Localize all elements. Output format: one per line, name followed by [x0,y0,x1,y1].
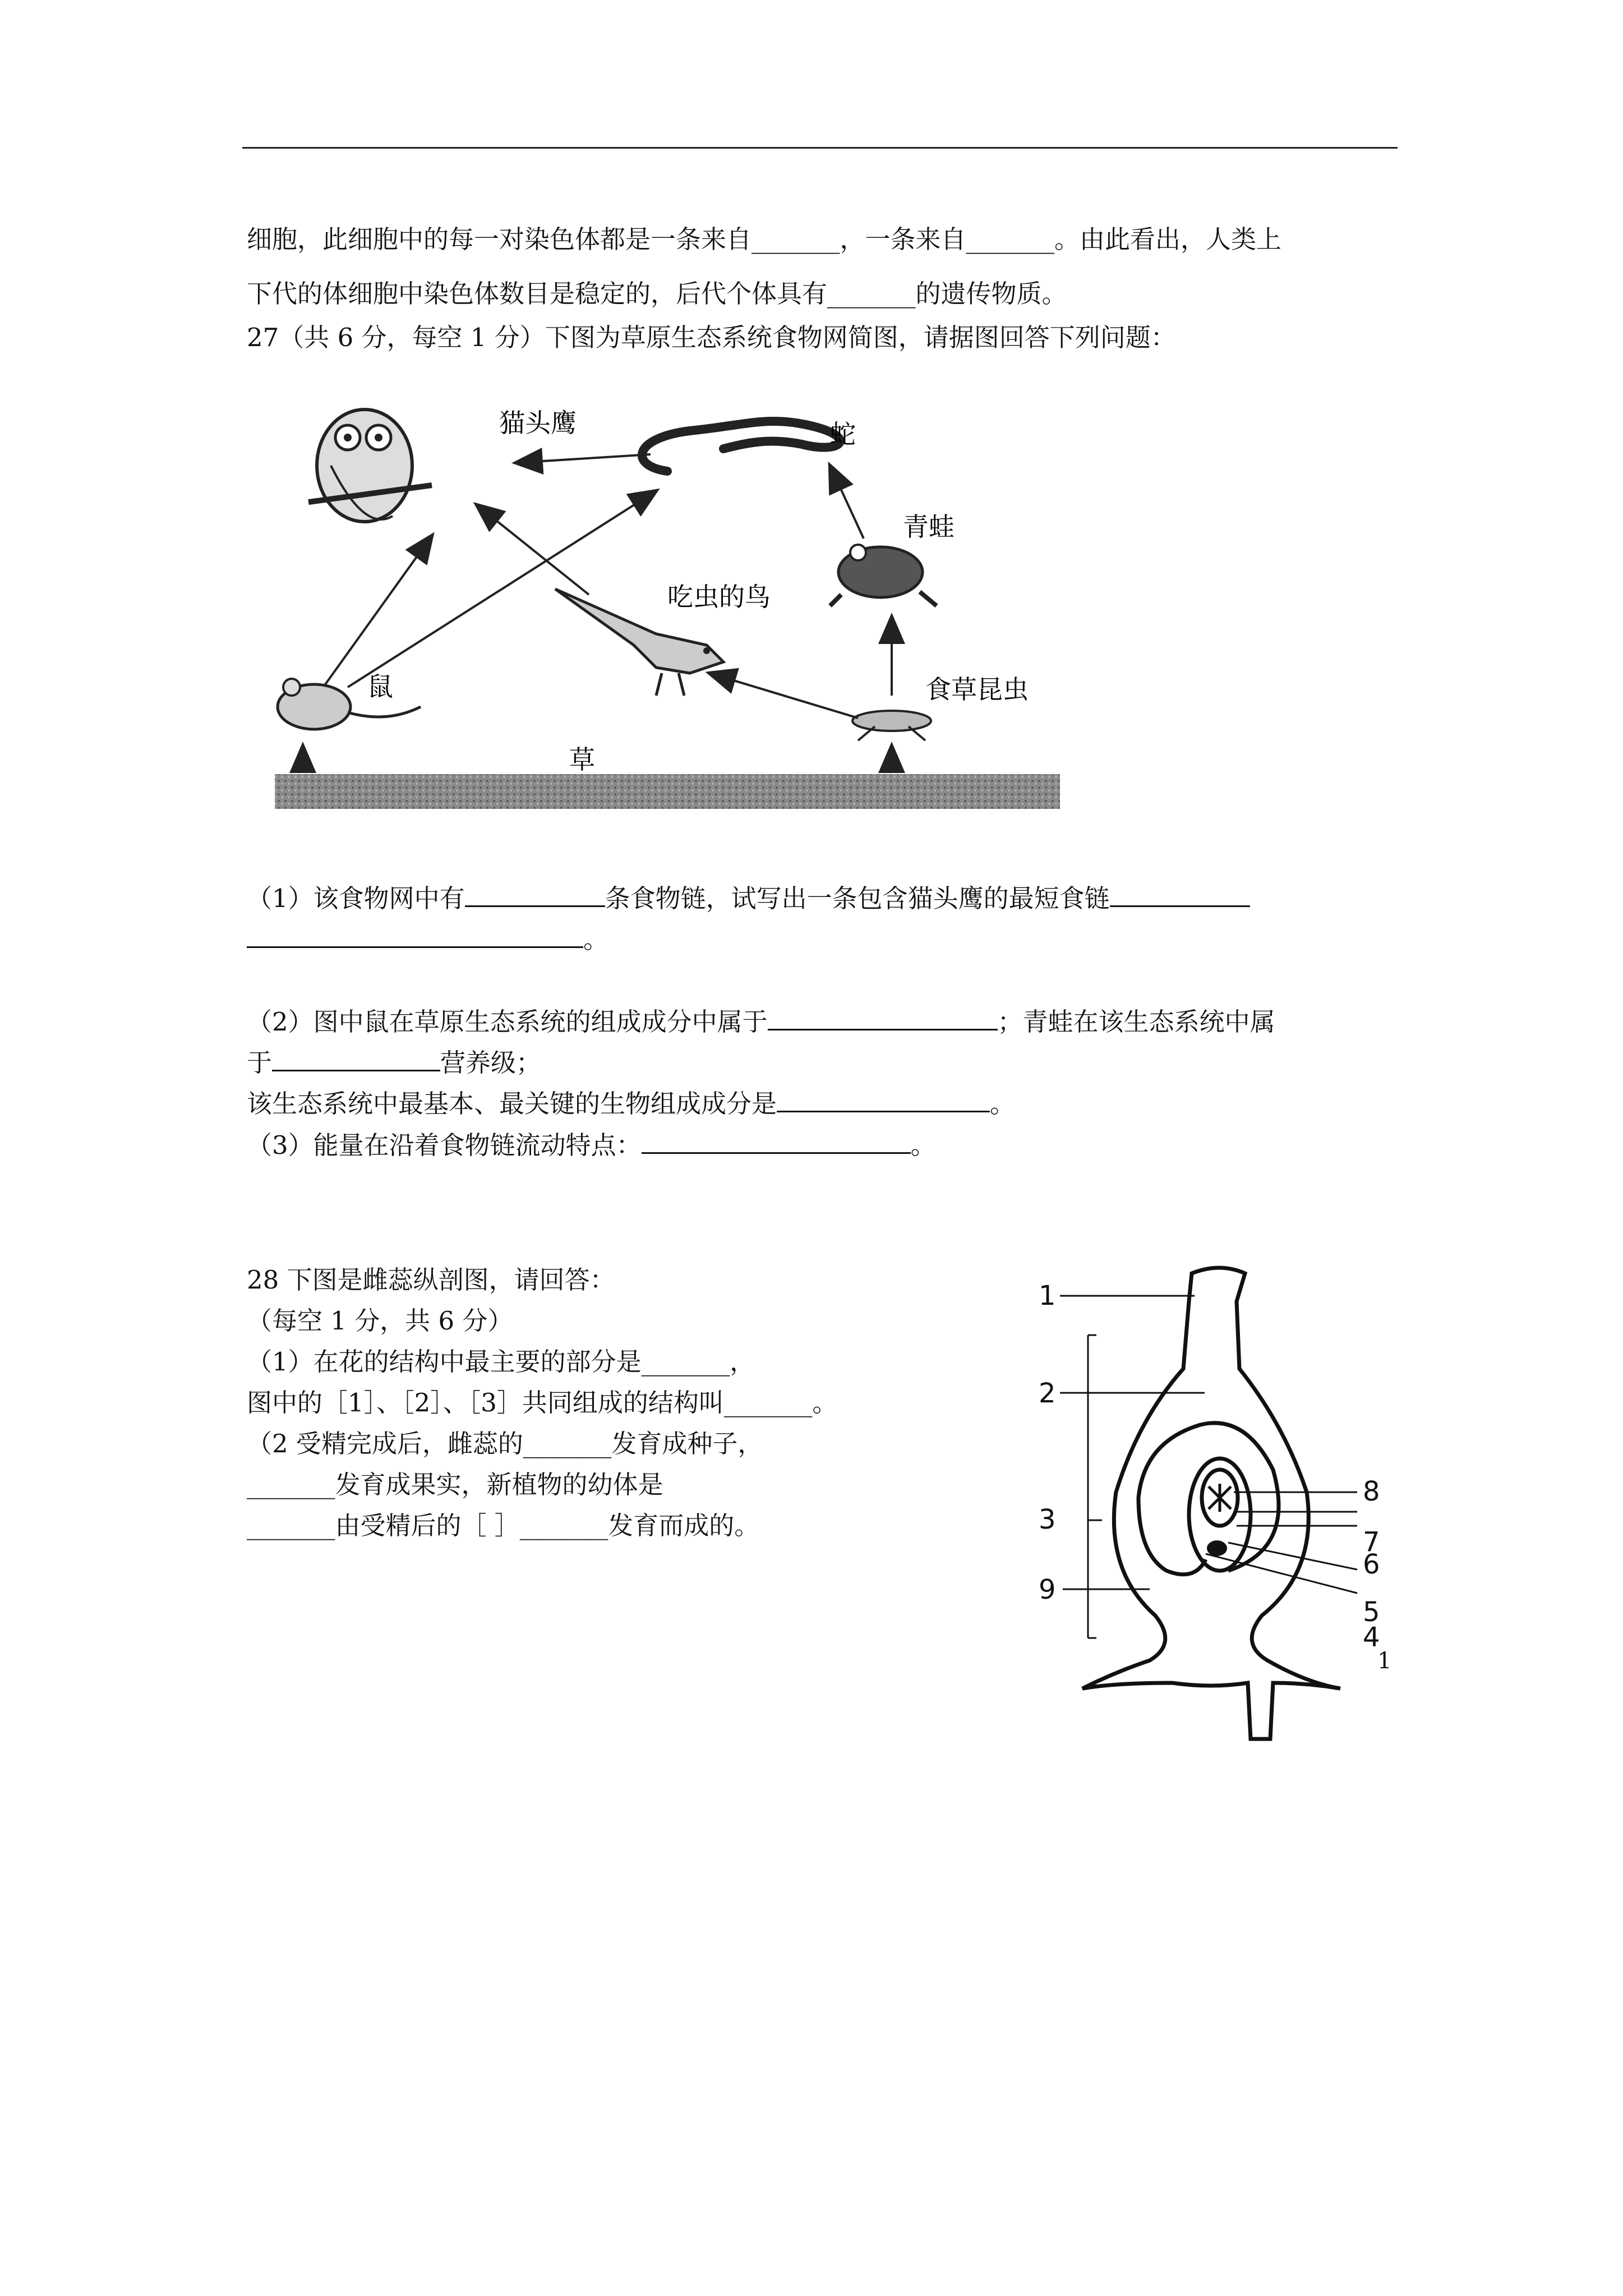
arrow-snake-owl [516,454,651,463]
arrow-insect-bird [709,673,858,718]
q27-q2-text-a: （2）图中鼠在草原生态系统的组成成分中属于 [247,1007,768,1037]
insect-icon [852,711,931,740]
q27-q2-text-b: ；青蛙在该生态系统中属 [997,1007,1275,1037]
q27-q1-blank-chain-a[interactable] [1110,884,1250,907]
q28-q2c: _______由受精后的［ ］_______发育而成的。 [247,1511,760,1540]
pistil-label-7: 7 [1363,1526,1380,1558]
q28-points: （每空 1 分，共 6 分） [247,1306,513,1336]
pistil-diagram [1026,1257,1396,1761]
q27-q3 [247,1125,936,1161]
pistil-label-3: 3 [1039,1504,1056,1535]
q27-q1-end: 。 [583,924,609,954]
q27-q1-blank-chain-b[interactable] [247,925,583,948]
owl-icon [308,409,432,522]
pistil-label-4: 4 [1363,1622,1380,1653]
arrow-mouse-owl [325,536,432,684]
q27-q1 [247,878,1250,914]
label-insect: 食草昆虫 [925,674,1029,705]
frog-icon [830,545,937,606]
label-snake: 蛇 [830,419,856,449]
q27-q2-line3 [247,1083,1015,1120]
q27-q2-blank-component[interactable] [768,1007,998,1030]
q27-q2-blank-level[interactable] [272,1048,440,1071]
egg-cell [1207,1540,1227,1556]
q27-q1-text-a: （1）该食物网中有 [247,884,465,913]
q28-q2b: _______发育成果实，新植物的幼体是 [247,1470,663,1499]
stigma-outline [1082,1268,1340,1739]
header-rule [242,147,1398,149]
q27-q2-text-d: 营养级； [440,1048,542,1078]
pistil-label-8: 8 [1363,1476,1380,1507]
pistil-label-6: 6 [1363,1549,1380,1580]
label-owl: 猫头鹰 [499,408,577,438]
pistil-label-9: 9 [1039,1574,1056,1605]
q27-q3-text-a: （3）能量在沿着食物链流动特点： [247,1130,642,1160]
q27-q3-end: 。 [910,1130,936,1160]
grass-strip [275,774,1060,809]
q28-q2: （2 受精完成后，雌蕊的_______发育成种子， [247,1429,763,1458]
page-number: 1 [1377,1648,1392,1674]
arrow-bird-owl [477,505,589,595]
snake-icon [642,421,840,471]
q27-q1-cont [247,919,608,955]
label-mouse: 鼠 [367,671,393,702]
pistil-label-1: 1 [1039,1280,1056,1312]
food-web-figure [264,381,1071,819]
q28-q1b: 图中的［1］、［2］、［3］共同组成的结构叫_______。 [247,1388,838,1418]
q27-q2-blank-producer[interactable] [777,1089,990,1112]
label-grass: 草 [569,744,595,775]
q27-heading: 27（共 6 分，每空 1 分）下图为草原生态系统食物网简图，请据图回答下列问题： [247,323,1176,352]
pistil-label-5: 5 [1363,1596,1380,1628]
q27-q2-cont [247,1042,541,1079]
q27-q2-text-c: 于 [247,1048,273,1078]
arrow-frog-snake [830,466,864,539]
q26-line1: 细胞，此细胞中的每一对染色体都是一条来自_______，一条来自_______。由此看出，人类上 [247,224,1282,254]
pistil-label-2: 2 [1039,1378,1056,1409]
q27-q1-blank-count[interactable] [465,884,605,907]
q27-q2-text-e: 该生态系统中最基本、最关键的生物组成成分是 [247,1089,777,1119]
q27-q1-text-b: 条食物链，试写出一条包含猫头鹰的最短食链 [605,884,1110,913]
q27-q2-end: 。 [990,1089,1016,1119]
label-frog: 青蛙 [903,512,955,542]
q28-q1: （1）在花的结构中最主要的部分是_______， [247,1347,755,1377]
q28-heading: 28 下图是雌蕊纵剖图，请回答： [247,1265,615,1295]
q26-line2: 下代的体细胞中染色体数目是稳定的，后代个体具有_______的遗传物质。 [247,279,1067,309]
q27-q3-blank[interactable] [642,1131,911,1154]
q27-q2 [247,1001,1275,1038]
label-bird: 吃虫的鸟 [667,582,771,612]
